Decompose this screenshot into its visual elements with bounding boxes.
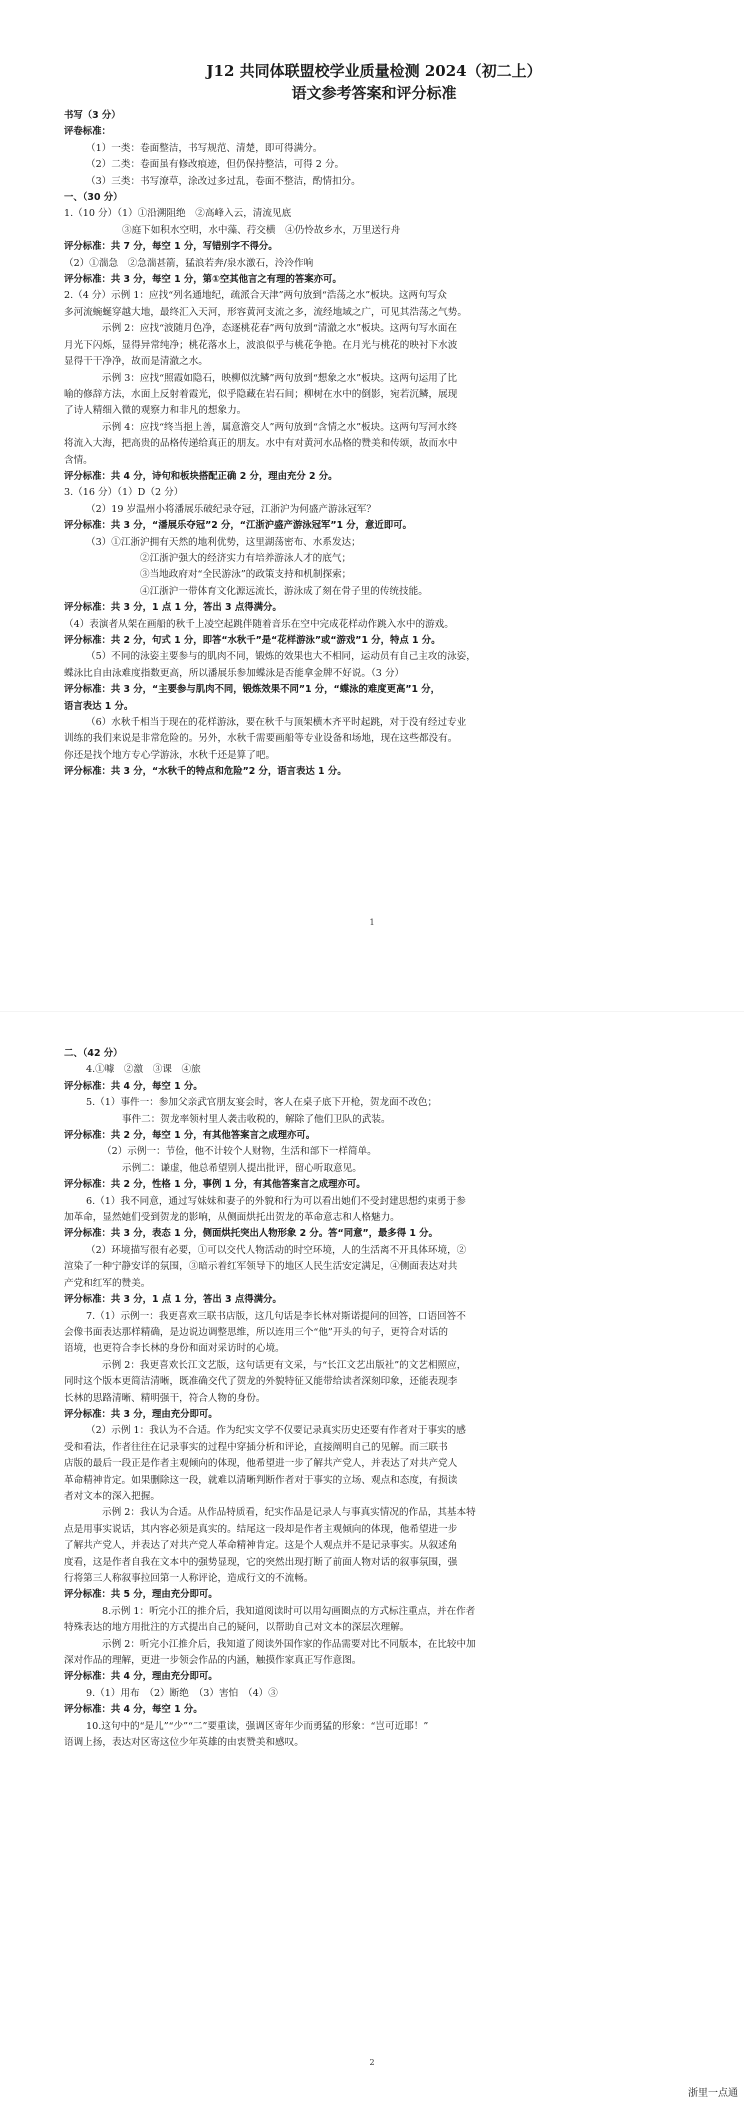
answer-line: 6.（1）我不同意，通过写妹妹和妻子的外貌和行为可以看出她们不受封建思想约束勇于参 [86,1195,466,1207]
answer-line: 你还是找个地方专心学游泳，水秋千还是算了吧。 [64,749,276,761]
scoring-line: 评分标准：共 4 分，理由充分即可。 [64,1671,218,1683]
scoring-line: 评分标准：共 3 分，“主要参与肌肉不同，锻炼效果不同”1 分，“蝶泳的难度更高”1 分， [64,684,441,696]
answer-line: （2）①湍急 ②急湍甚箭，猛浪若奔/泉水激石，泠泠作响 [64,257,314,269]
answer-line: （2）二类：卷面虽有修改痕迹，但仍保持整洁，可得 2 分。 [86,159,345,171]
page-1-lines [64,108,684,781]
answer-line: 蝶泳比自由泳难度指数更高，所以潘展乐参加蝶泳是否能拿金牌不好说。（3 分） [64,667,405,679]
scoring-line: 书写（3 分） [64,110,121,121]
scoring-line: 评卷标准： [64,126,111,138]
answer-line: （4）表演者从架在画船的秋千上凌空起跳伴随着音乐在空中完成花样动作跳入水中的游戏。 [64,618,454,630]
answer-line: 革命精神肯定。如果删除这一段，就难以清晰判断作者对于事实的立场、观点和态度，有损读 [64,1474,458,1486]
scoring-line: 评分标准：共 3 分，理由充分即可。 [64,1408,218,1420]
scoring-line: 评分标准：共 4 分，每空 1 分。 [64,1704,203,1716]
scoring-line: 评分标准：共 3 分，1 点 1 分，答出 3 点得满分。 [64,602,282,614]
scoring-line: 评分标准：共 2 分，句式 1 分，即答“水秋千”是“花样游泳”或“游戏”1 分，特点 1 分。 [64,635,441,646]
answer-line: 示例 4：应找“终当挹上善，属意澹交人”两句放到“含情之水”板块。这两句写河水终 [102,421,457,433]
answer-line: 产党和红军的赞美。 [64,1277,151,1289]
answer-line: 了诗人精细入微的观察力和非凡的想象力。 [64,405,247,417]
scoring-line: 评分标准：共 3 分，“潘展乐夺冠”2 分，“江浙沪盛产游泳冠军”1 分，意近即可。 [64,520,412,532]
scoring-line: 一、（30 分） [64,192,123,204]
answer-line: （5）不同的泳姿主要参与的肌肉不同，锻炼的效果也大不相同，运动员有自己主攻的泳姿， [86,651,476,663]
answer-line: 点是用事实说话，其内容必须是真实的。结尾这一段却是作者主观倾向的体现，他希望进一步 [64,1523,458,1535]
answer-page-1 [0,0,744,1012]
answer-line: 多河流蜿蜒穿越大地，最终汇入天河，形容黄河支流之多，流经地域之广，可见其浩荡之气势。 [64,306,467,318]
answer-line: 语调上扬，表达对区寄这位少年英雄的由衷赞美和感叹。 [64,1737,304,1749]
answer-line: 特殊表达的地方用批注的方式提出自己的疑问，以帮助自己对文本的深层次理解。 [64,1622,410,1634]
answer-line: 深对作品的理解，更进一步领会作品的内涵，触摸作家真正写作意图。 [64,1655,362,1667]
scoring-line: 评分标准：共 3 分，“水秋千的特点和危险”2 分，语言表达 1 分。 [64,766,347,778]
scoring-line: 评分标准：共 3 分，每空 1 分，第①空其他言之有理的答案亦可。 [64,274,342,286]
answer-line: 月光下闪烁，显得异常纯净；桃花落水上，波浪似乎与桃花争艳。在月光与桃花的映衬下水波 [64,339,458,351]
scoring-line: 二、（42 分） [64,1048,123,1059]
answer-line: 长林的思路清晰、精明强干，符合人物的身份。 [64,1392,266,1404]
answer-line: 9.（1）用布 （2）断绝 （3）害怕 （4）③ [86,1687,278,1699]
scoring-line: 评分标准：共 2 分，性格 1 分，事例 1 分，有其他答案言之成理亦可。 [64,1179,366,1191]
answer-line: 7.（1）示例一：我更喜欢三联书店版，这几句话是李长林对斯诺提问的回答，口语回答不 [86,1310,466,1322]
answer-line: ③当地政府对“全民游泳”的政策支持和机制探索； [140,569,352,581]
scoring-line: 评分标准：共 3 分，1 点 1 分，答出 3 点得满分。 [64,1294,282,1306]
answer-line: 语境，也更符合李长林的身份和面对采访时的心境。 [64,1343,285,1355]
answer-line: 渲染了一种宁静安详的氛围，③暗示着红军领导下的地区人民生活安定满足，④侧面表达对共 [64,1261,458,1273]
answer-line: 8.示例 1：听完小江的推介后，我知道阅读时可以用勾画圈点的方式标注重点，并在作者 [102,1605,476,1617]
answer-line: （3）①江浙沪拥有天然的地利优势，这里湖荡密布、水系发达； [86,536,361,548]
answer-line: 训练的我们来说是非常危险的。另外，水秋千需要画船等专业设备和场地，现在这些都没有。 [64,733,458,745]
page-number: 2 [369,2058,375,2067]
answer-line: 示例 2：我认为合适。从作品特质看，纪实作品是记录人与事真实情况的作品，其基本特 [102,1507,476,1519]
answer-line: 受和看法，作者往往在记录事实的过程中穿插分析和评论，直接阐明自己的见解。而三联书 [64,1441,448,1453]
scoring-line: 评分标准：共 4 分，诗句和板块搭配正确 2 分，理由充分 2 分。 [64,470,338,482]
page-2-lines [64,1046,684,1751]
answer-line: （3）三类：书写潦草，涂改过多过乱，卷面不整洁，酌情扣分。 [86,175,361,187]
answer-line: （2）示例一：节俭，他不计较个人财物，生活和部下一样简单。 [102,1146,377,1158]
answer-line: 度看，这是作者自我在文本中的强势显现，它的突然出现打断了前面人物对话的叙事氛围，强 [64,1556,458,1568]
answer-line: （2）环境描写很有必要，①可以交代人物活动的时空环境，人的生活离不开具体环境，② [86,1244,467,1256]
answer-line: 者对文本的深入把握。 [64,1490,160,1502]
answer-line: 行将第三人称叙事拉回第一人称评论，造成行文的不流畅。 [64,1573,314,1584]
answer-line: 店版的最后一段正是作者主观倾向的体现，他希望进一步了解共产党人，并表达了对共产党人 [64,1458,458,1470]
document-title: J12 共同体联盟校学业质量检测 2024（初二上） [206,62,542,80]
answer-line: 将流入大海，把高贵的品格传递给真正的朋友。水中有对黄河水品格的赞美和传颂，故而水中 [64,438,458,450]
page-number: 1 [369,918,375,927]
scoring-line: 评分标准：共 2 分，每空 1 分，有其他答案言之成理亦可。 [64,1130,316,1142]
answer-line: ④江浙沪一带体育文化源远流长，游泳成了刻在骨子里的传统技能。 [140,585,428,597]
answer-line: （1）一类：卷面整洁，书写规范、清楚，即可得满分。 [86,142,323,154]
page-2-content [64,1046,684,1751]
answer-line: 示例 3：应找“照霞如隐石，映柳似沈鳞”两句放到“想象之水”板块。这两句运用了比 [102,372,457,384]
page-1-content [64,60,684,781]
watermark-text: 浙里一点通 [688,2088,738,2099]
answer-line: 示例 2：应找“波随月色净，态逐桃花春”两句放到“清澈之水”板块。这两句写水面在 [102,323,457,335]
answer-line: （6）水秋千相当于现在的花样游泳，要在秋千与顶架横木齐平时起跳，对于没有经过专业 [86,717,467,729]
answer-line: 含情。 [64,454,93,466]
answer-line: 显得干干净净，故而是清澈之水。 [64,356,208,368]
answer-line: 了解共产党人，并表达了对共产党人革命精神肯定。这是个人观点并不是记录事实。从叙述角 [64,1540,458,1552]
scoring-line: 评分标准：共 4 分，每空 1 分。 [64,1080,203,1092]
answer-line: 4.①噱 ②激 ③课 ④旅 [86,1064,201,1076]
answer-page-2 [0,1012,744,2104]
scoring-line: 评分标准：共 5 分，理由充分即可。 [64,1589,218,1601]
answer-line: ③庭下如积水空明，水中藻、荇交横 ④仍怜故乡水，万里送行舟 [122,224,401,236]
answer-line: 3.（16 分）（1）D（2 分） [64,487,184,499]
answer-line: 同时这个版本更简洁清晰，既准确交代了贺龙的外貌特征又能带给读者深刻印象，还能表现李 [64,1376,458,1388]
answer-line: 1.（10 分）（1）①沿溯阻绝 ②高峰入云，清流见底 [64,208,292,220]
answer-line: （2）示例 1：我认为不合适。作为纪实文学不仅要记录真实历史还要有作者对于事实的感 [86,1425,466,1437]
answer-line: 2.（4 分）示例 1：应找“列名通地纪，疏派合天津”两句放到“浩荡之水”板块。这两句写众 [64,290,447,302]
answer-line: 示例二：谦虚，他总希望别人提出批评，留心听取意见。 [122,1162,362,1174]
scoring-line: 语言表达 1 分。 [64,700,134,712]
answer-line: 加革命，显然她们受到贺龙的影响，从侧面烘托出贺龙的革命意志和人格魅力。 [64,1212,400,1224]
scoring-line: 评分标准：共 3 分，表态 1 分，侧面烘托突出人物形象 2 分。答“同意”，最多得 1 分。 [64,1228,438,1240]
answer-line: 事件二：贺龙率领村里人袭击收税的，解除了他们卫队的武装。 [122,1113,391,1125]
answer-line: 示例 2：我更喜欢长江文艺版，这句话更有文采，与“长江文艺出版社”的文艺相照应， [102,1359,467,1371]
document-subtitle: 语文参考答案和评分标准 [291,84,457,102]
answer-line: 5.（1）事件一：参加父亲武官朋友宴会时，客人在桌子底下开枪，贺龙面不改色； [86,1097,438,1109]
answer-line: 喻的修辞方法，水面上反射着霞光，似乎隐藏在岩石间；柳树在水中的倒影，宛若沉鳞，展现 [64,388,458,400]
scoring-line: 评分标准：共 7 分，每空 1 分，写错别字不得分。 [64,241,278,253]
answer-line: 10.这句中的“是儿”“少”“二”要重读，强调区寄年少而勇猛的形象：“岂可近耶！” [86,1720,429,1732]
answer-line: ②江浙沪强大的经济实力有培养游泳人才的底气； [140,552,352,564]
answer-line: 会像书面表达那样精确，是边说边调整思维，所以连用三个“他”开头的句子，更符合对话的 [64,1326,448,1338]
answer-line: 示例 2：听完小江推介后，我知道了阅读外国作家的作品需要对比不同版本，在比较中加 [102,1638,476,1650]
answer-line: （2）19 岁温州小将潘展乐破纪录夺冠，江浙沪为何盛产游泳冠军？ [86,503,376,515]
